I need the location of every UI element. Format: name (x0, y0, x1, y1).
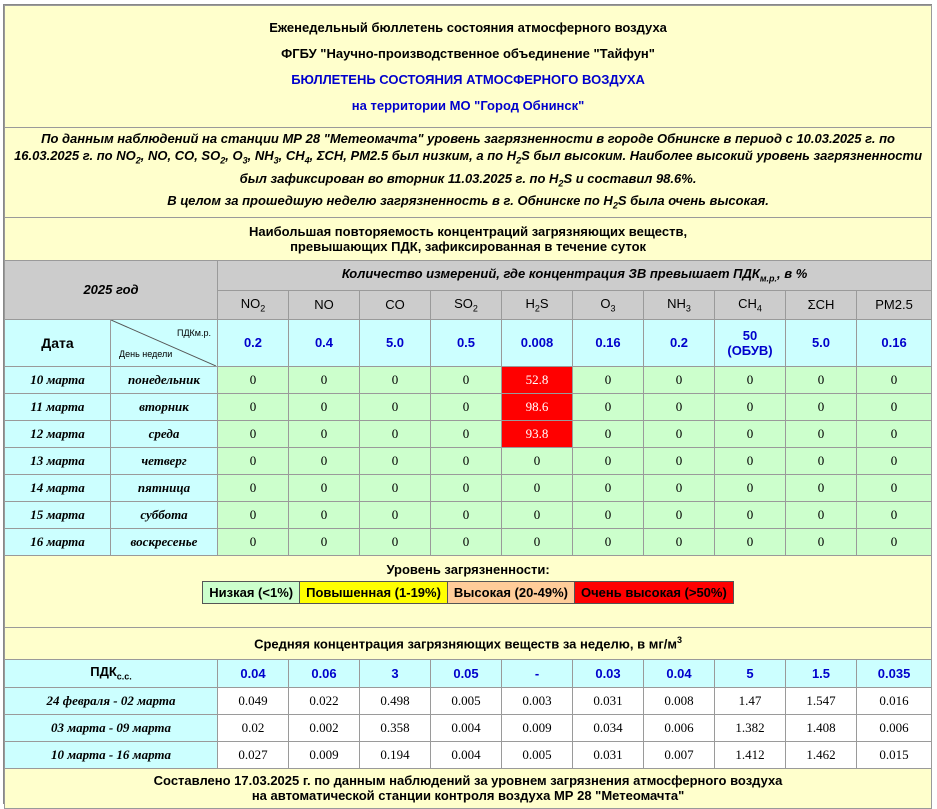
row-value: 0 (573, 366, 644, 393)
row-value: 0 (289, 420, 360, 447)
avg-title-sup: 3 (676, 635, 682, 646)
sub: 3 (242, 155, 248, 166)
row-value: 0 (715, 474, 786, 501)
row-value: 0 (857, 474, 932, 501)
avg-pdk-label (5, 659, 218, 687)
table-row (5, 714, 932, 741)
row-value: 0 (360, 366, 431, 393)
year-header: 2025 год (5, 260, 218, 319)
row-value: 0 (289, 528, 360, 555)
avg-value: 0.02 (218, 714, 289, 741)
row-date: 11 марта (5, 393, 111, 420)
avg-pdk-value: 0.04 (218, 659, 289, 687)
avg-value: 0.007 (644, 741, 715, 768)
row-value: 0 (502, 474, 573, 501)
table-row (5, 393, 932, 420)
avg-value: 0.008 (644, 687, 715, 714)
legend-block (5, 555, 932, 627)
row-value: 0 (289, 393, 360, 420)
avg-value: 0.049 (218, 687, 289, 714)
row-value: 0 (857, 501, 932, 528)
row-date: 13 марта (5, 447, 111, 474)
row-value: 52.8 (502, 366, 573, 393)
header-block (5, 6, 932, 128)
avg-pdk-value: 0.06 (289, 659, 360, 687)
row-value: 0 (573, 501, 644, 528)
row-value: 0 (644, 447, 715, 474)
pdk-row (5, 319, 932, 366)
summary-text: В целом за прошедшую неделю загрязненность в г. Обнинске по H (167, 193, 613, 209)
footer-block (5, 768, 932, 808)
pdk-value: 0.5 (431, 319, 502, 366)
row-value: 0 (715, 420, 786, 447)
sub: 2 (558, 178, 564, 189)
sub: 2 (135, 155, 141, 166)
row-value: 98.6 (502, 393, 573, 420)
row-value: 0 (786, 528, 857, 555)
avg-pdk-value: - (502, 659, 573, 687)
freq-title (5, 217, 932, 260)
row-value: 0 (218, 474, 289, 501)
sub: 2 (516, 155, 522, 166)
pollutant-sub: 3 (610, 303, 616, 314)
avg-value: 0.004 (431, 714, 502, 741)
avg-value: 0.498 (360, 687, 431, 714)
row-value: 0 (573, 528, 644, 555)
table-row (5, 366, 932, 393)
table-row (5, 447, 932, 474)
row-value: 0 (786, 474, 857, 501)
avg-value: 0.006 (644, 714, 715, 741)
pollutant-base: NH (667, 295, 686, 311)
avg-value: 0.194 (360, 741, 431, 768)
table-row (5, 687, 932, 714)
pdk-value: 0.2 (644, 319, 715, 366)
avg-value: 1.382 (715, 714, 786, 741)
pollutant-base: NO (240, 295, 261, 311)
diagonal-header (111, 319, 218, 366)
pollutant-sub: 4 (756, 303, 762, 314)
avg-pdk-value: 1.5 (786, 659, 857, 687)
row-value: 0 (786, 447, 857, 474)
row-value: 0 (431, 420, 502, 447)
row-value: 0 (218, 393, 289, 420)
pdk-value: 5.0 (786, 319, 857, 366)
avg-pdk-value: 5 (715, 659, 786, 687)
pollutant-tail: S (539, 295, 549, 311)
avg-value: 0.015 (857, 741, 932, 768)
table-row (5, 420, 932, 447)
row-day: суббота (111, 501, 218, 528)
row-value: 0 (786, 420, 857, 447)
header-line-3: БЮЛЛЕТЕНЬ СОСТОЯНИЯ АТМОСФЕРНОГО ВОЗДУХА (291, 72, 645, 87)
summary-text: S был высоким. Наиболее высокий уровень загрязненности был зафиксирован во вторник 11.03.2025 г. по H (239, 148, 923, 186)
row-value: 0 (786, 366, 857, 393)
avg-value: 1.462 (786, 741, 857, 768)
row-value: 0 (360, 447, 431, 474)
row-value: 0 (431, 528, 502, 555)
row-value: 0 (857, 366, 932, 393)
avg-pdk-value: 0.05 (431, 659, 502, 687)
avg-title-text: Средняя концентрация загрязняющих веществ за неделю, в мг/м (254, 636, 677, 652)
summary-text: , ΣCH, PM2.5 был низким, а по H (309, 148, 517, 163)
row-value: 0 (573, 447, 644, 474)
measurement-tail: , в % (777, 266, 808, 282)
sub: 2 (612, 200, 618, 211)
row-day: среда (111, 420, 218, 447)
pdk-value: 0.4 (289, 319, 360, 366)
pollutant-header (289, 290, 360, 319)
header-line-4: на территории МО "Город Обнинск" (351, 98, 585, 113)
avg-value: 0.027 (218, 741, 289, 768)
avg-value: 0.002 (289, 714, 360, 741)
pollutant-header (715, 290, 786, 319)
row-value: 0 (644, 528, 715, 555)
row-date: 12 марта (5, 420, 111, 447)
avg-value: 0.031 (573, 687, 644, 714)
pollutant-base: SO (454, 295, 473, 311)
summary-block (5, 128, 932, 218)
diagonal-bottom-label: День недели (119, 348, 173, 359)
sub: 4 (304, 155, 310, 166)
row-value: 0 (573, 393, 644, 420)
measurement-sub: м.р. (759, 274, 778, 285)
avg-value: 0.031 (573, 741, 644, 768)
row-value: 0 (502, 447, 573, 474)
header-line-1: Еженедельный бюллетень состояния атмосферного воздуха (269, 20, 667, 35)
pdk-value: 0.16 (857, 319, 932, 366)
row-value: 0 (786, 501, 857, 528)
pollutant-sub: 3 (685, 303, 691, 314)
summary-text: , NO, CO, SO (140, 148, 221, 163)
row-value: 0 (431, 393, 502, 420)
avg-pdk-value: 3 (360, 659, 431, 687)
legend (202, 581, 734, 604)
avg-value: 1.408 (786, 714, 857, 741)
row-value: 0 (218, 366, 289, 393)
row-day: четверг (111, 447, 218, 474)
diagonal-line (111, 320, 216, 366)
summary-text: , CH (278, 148, 305, 163)
row-value: 0 (644, 420, 715, 447)
row-day: пятница (111, 474, 218, 501)
row-value: 0 (857, 528, 932, 555)
pollutant-header (857, 290, 932, 319)
avg-value: 0.009 (289, 741, 360, 768)
pollutant-base: PM2.5 (875, 297, 913, 313)
avg-value: 0.009 (502, 714, 573, 741)
avg-value: 0.006 (857, 714, 932, 741)
footer-line-1: Составлено 17.03.2025 г. по данным наблюдений за уровнем загрязнения атмосферного воздуха (153, 773, 783, 789)
row-value: 0 (573, 474, 644, 501)
avg-pdk-value: 0.035 (857, 659, 932, 687)
row-value: 0 (857, 420, 932, 447)
row-value: 0 (360, 420, 431, 447)
avg-period: 03 марта - 09 марта (5, 714, 218, 741)
row-value: 0 (289, 501, 360, 528)
row-day: воскресенье (111, 528, 218, 555)
row-value: 0 (644, 393, 715, 420)
freq-title-line-1: Наибольшая повторяемость концентраций загрязняющих веществ, (249, 223, 688, 239)
row-value: 0 (502, 501, 573, 528)
pollutant-header (431, 290, 502, 319)
avg-pdk-value: 0.03 (573, 659, 644, 687)
avg-body (5, 687, 932, 768)
avg-value: 0.016 (857, 687, 932, 714)
summary-text: По данным наблюдений на станции МР 28 "Метеомачта" уровень загрязненности в городе Обнинске в период с 10.03.2025 г. по 16.03.2025 г. по NO (14, 131, 895, 163)
avg-value: 0.004 (431, 741, 502, 768)
row-value: 0 (431, 366, 502, 393)
footer-line-2: на автоматической станции контроля воздуха МР 28 "Метеомачта" (251, 788, 685, 804)
avg-value: 0.358 (360, 714, 431, 741)
measurement-header (218, 260, 932, 290)
row-value: 0 (857, 393, 932, 420)
pollutant-base: CH (738, 295, 757, 311)
row-value: 93.8 (502, 420, 573, 447)
avg-value: 1.412 (715, 741, 786, 768)
legend-item: Очень высокая (>50%) (575, 582, 733, 603)
row-value: 0 (289, 474, 360, 501)
pdk-value: 0.008 (502, 319, 573, 366)
summary-text: , O (225, 148, 243, 163)
avg-value: 1.547 (786, 687, 857, 714)
row-value: 0 (644, 501, 715, 528)
pollutant-base: O (600, 295, 611, 311)
bulletin-table (4, 5, 932, 809)
avg-period: 24 февраля - 02 марта (5, 687, 218, 714)
pollutant-sub: 2 (472, 303, 478, 314)
pollutant-base: CO (385, 297, 405, 313)
row-value: 0 (857, 447, 932, 474)
row-value: 0 (360, 393, 431, 420)
avg-title (5, 627, 932, 659)
row-value: 0 (786, 393, 857, 420)
row-value: 0 (218, 420, 289, 447)
avg-value: 0.022 (289, 687, 360, 714)
row-value: 0 (715, 447, 786, 474)
row-value: 0 (715, 501, 786, 528)
avg-value: 0.005 (502, 741, 573, 768)
avg-pdk-label-text: ПДК (90, 664, 117, 680)
row-value: 0 (715, 393, 786, 420)
pdk-value: 50 (ОБУВ) (715, 319, 786, 366)
row-value: 0 (502, 528, 573, 555)
freq-title-line-2: превышающих ПДК, зафиксированная в течение суток (290, 238, 647, 254)
measurement-title: Количество измерений, где концентрация ЗВ превышает ПДК (341, 266, 760, 282)
diagonal-top-label: ПДКм.р. (176, 327, 211, 338)
row-date: 15 марта (5, 501, 111, 528)
row-value: 0 (431, 474, 502, 501)
sub: 2 (220, 155, 226, 166)
pollutant-header (573, 290, 644, 319)
pollutant-base: H (525, 295, 535, 311)
pollutant-base: ΣCH (807, 297, 835, 313)
pollutant-header (218, 290, 289, 319)
avg-value: 0.005 (431, 687, 502, 714)
row-value: 0 (360, 528, 431, 555)
table-row (5, 528, 932, 555)
row-value: 0 (431, 447, 502, 474)
pollutant-header (502, 290, 573, 319)
avg-value: 0.003 (502, 687, 573, 714)
summary-text: S была очень высокая. (617, 193, 769, 209)
row-day: понедельник (111, 366, 218, 393)
header-line-2: ФГБУ "Научно-производственное объединение "Тайфун" (281, 46, 655, 61)
table-row (5, 501, 932, 528)
row-value: 0 (644, 474, 715, 501)
row-date: 16 марта (5, 528, 111, 555)
avg-value: 1.47 (715, 687, 786, 714)
avg-value: 0.034 (573, 714, 644, 741)
row-value: 0 (644, 366, 715, 393)
legend-title: Уровень загрязненности: (386, 561, 550, 577)
sub: 3 (273, 155, 279, 166)
row-value: 0 (218, 447, 289, 474)
summary-text: S и составил 98.6%. (563, 170, 697, 186)
legend-item: Высокая (20-49%) (448, 582, 575, 603)
pollutant-header (644, 290, 715, 319)
row-value: 0 (218, 501, 289, 528)
pollutant-base: NO (314, 297, 334, 313)
row-value: 0 (289, 366, 360, 393)
avg-pdk-row (5, 659, 932, 687)
pollutant-sub: 2 (534, 303, 540, 314)
row-value: 0 (360, 501, 431, 528)
avg-period: 10 марта - 16 марта (5, 741, 218, 768)
pollutant-header (786, 290, 857, 319)
pollutant-sub: 2 (260, 303, 266, 314)
row-value: 0 (218, 528, 289, 555)
avg-pdk-value: 0.04 (644, 659, 715, 687)
row-value: 0 (431, 501, 502, 528)
date-label: Дата (5, 319, 111, 366)
pdk-value: 5.0 (360, 319, 431, 366)
row-date: 14 марта (5, 474, 111, 501)
pdk-value: 0.16 (573, 319, 644, 366)
pollutant-header (360, 290, 431, 319)
summary-text: , NH (247, 148, 274, 163)
legend-item: Низкая (<1%) (203, 582, 300, 603)
row-value: 0 (715, 366, 786, 393)
row-value: 0 (360, 474, 431, 501)
table-row (5, 474, 932, 501)
row-value: 0 (289, 447, 360, 474)
legend-item: Повышенная (1-19%) (300, 582, 448, 603)
row-date: 10 марта (5, 366, 111, 393)
freq-body (5, 366, 932, 555)
avg-pdk-label-sub: с.с. (116, 672, 132, 683)
row-day: вторник (111, 393, 218, 420)
bulletin (3, 4, 932, 804)
table-row (5, 741, 932, 768)
pdk-value: 0.2 (218, 319, 289, 366)
row-value: 0 (573, 420, 644, 447)
row-value: 0 (715, 528, 786, 555)
